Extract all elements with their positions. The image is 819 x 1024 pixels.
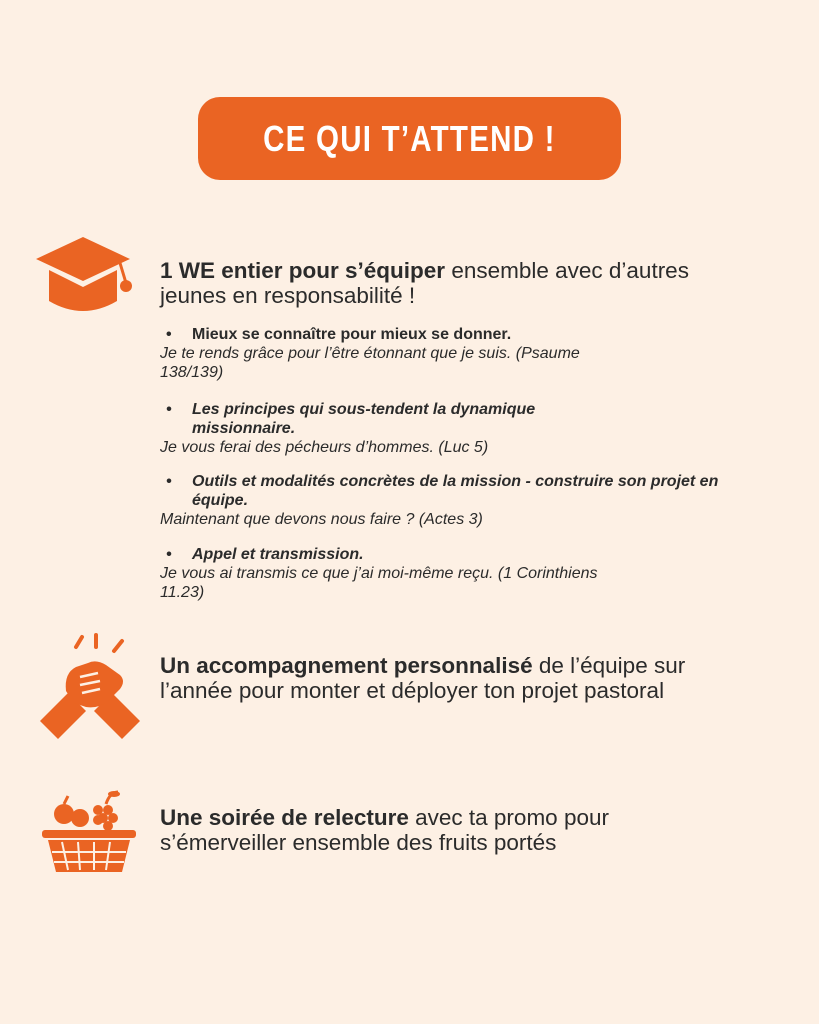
section3-bold: Une soirée de relecture xyxy=(160,805,409,830)
section1-text xyxy=(160,258,720,308)
item-quote: Je vous ai transmis ce que j’ai moi-même reçu. (1 Corinthiens 11.23) xyxy=(160,565,598,601)
fruit-basket-icon xyxy=(40,786,140,876)
section3-rest: avec ta promo pour s’émerveiller ensemble des fruits portés xyxy=(160,805,609,855)
section1-item-2 xyxy=(160,400,740,457)
section2-rest: de l’équipe sur l’année pour monter et déployer ton projet pastoral xyxy=(160,653,686,703)
item-heading: • Les principes qui sous-tendent la dynamique missionnaire. xyxy=(178,400,642,438)
handshake-icon xyxy=(36,633,146,743)
item-heading: • Outils et modalités concrètes de la mission - construire son projet en équipe. xyxy=(178,472,732,510)
section1-item-1 xyxy=(160,325,740,382)
section2-text xyxy=(160,653,750,703)
item-heading: • Appel et transmission. xyxy=(178,545,740,564)
page-title: CE QUI T’ATTEND ! xyxy=(263,117,556,159)
section1-bold: 1 WE entier pour s’équiper xyxy=(160,258,446,283)
graduation-cap-icon xyxy=(36,237,136,317)
item-quote: Je vous ferai des pécheurs d’hommes. (Luc 5) xyxy=(160,439,489,456)
title-banner xyxy=(198,97,621,180)
item-heading: • Mieux se connaître pour mieux se donner. xyxy=(178,325,740,344)
section3-text xyxy=(160,805,720,855)
section1-item-3 xyxy=(160,472,740,529)
section1-rest: ensemble avec d’autres jeunes en responsabilité ! xyxy=(160,258,689,308)
section2-bold: Un accompagnement personnalisé xyxy=(160,653,533,678)
item-quote: Je te rends grâce pour l’être étonnant que je suis. (Psaume 138/139) xyxy=(160,345,580,381)
section1-item-4 xyxy=(160,545,740,602)
item-quote: Maintenant que devons nous faire ? (Actes 3) xyxy=(160,511,483,528)
